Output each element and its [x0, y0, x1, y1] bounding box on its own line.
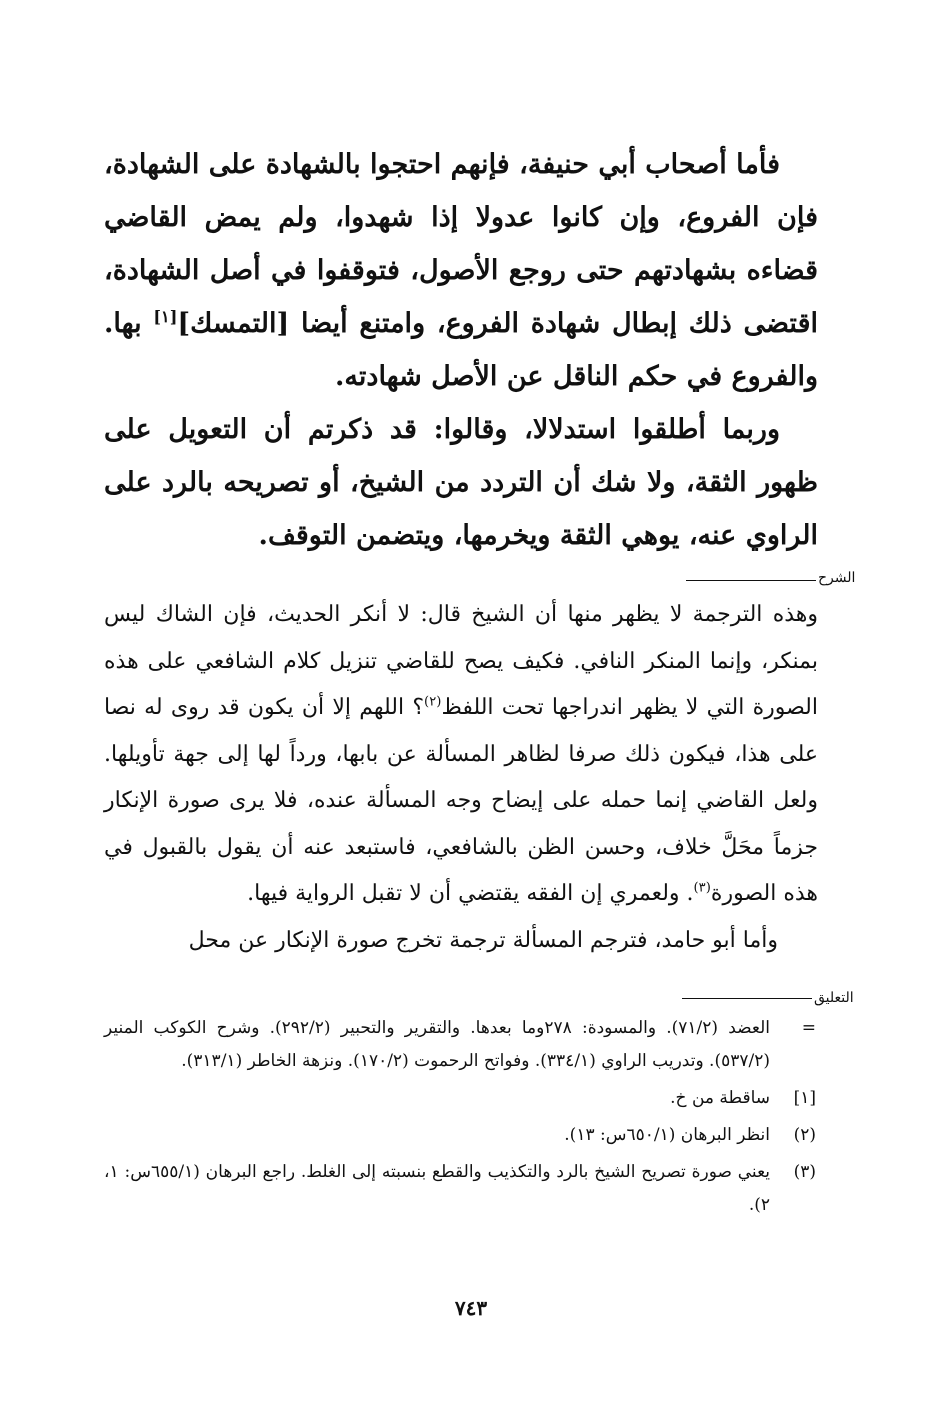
footnote-item — [104, 1119, 816, 1152]
footnote-item — [104, 1012, 816, 1078]
footnote-text: ساقطة من خ. — [670, 1088, 770, 1108]
notes-rule — [682, 998, 812, 999]
footnote-text: العضد (٧١/٢). والمسودة: ٢٧٨وما بعدها. والتقرير والتحبير (٢٩٢/٢). وشرح الكوكب المنير (٥٣٧/٢). وتدريب الراوي (٣٣٤/١). وفواتح الرحموت (١٧٠/٢). ونزهة الخاطر (٣١٣/١). — [104, 1018, 770, 1071]
footnote-marker: (٢) — [793, 1125, 816, 1145]
footnote-ref-2: (٢) — [424, 694, 442, 710]
footnote-text: يعني صورة تصريح الشيخ بالرد والتكذيب والقطع بنسبته إلى الغلط. راجع البرهان (٦٥٥/١س: ١، ٢). — [104, 1162, 770, 1215]
commentary-paragraph-1-text-c: . ولعمري إن الفقه يقتضي أن لا تقبل الرواية فيها. — [247, 881, 694, 906]
main-text — [104, 138, 818, 562]
commentary-text — [104, 592, 818, 964]
footnote-marker: [١] — [793, 1088, 816, 1108]
main-paragraph-1 — [104, 138, 818, 403]
commentary-rule — [686, 580, 816, 581]
footnote-marker: = — [801, 1018, 816, 1038]
footnotes — [104, 1012, 816, 1222]
footnote-marker: (٣) — [793, 1162, 816, 1182]
footnote-item — [104, 1156, 816, 1222]
commentary-paragraph-2: وأما أبو حامد، فترجم المسألة ترجمة تخرج صورة الإنكار عن محل — [188, 927, 778, 953]
footnote-ref-1: [١] — [153, 307, 178, 326]
main-paragraph-1-text-a: فأما أصحاب أبي حنيفة، فإنهم احتجوا بالشهادة على الشهادة، فإن الفروع، وإن كانوا عدولا إذا شهدوا، ولم يمض القاضي قضاءه بشهادتهم حتى روجع الأصول، فتوقفوا في أصل الشهادة، اقتضى ذلك إبطال شهادة الفروع، وامتنع أيضا [التمسك] — [104, 149, 818, 339]
commentary-paragraph-1 — [104, 592, 818, 918]
footnote-item — [104, 1082, 816, 1115]
footnote-text: انظر البرهان (٦٥٠/١س: ١٣). — [564, 1125, 770, 1145]
footnote-ref-3: (٣) — [693, 880, 711, 896]
commentary-paragraph-1-text-a: وهذه الترجمة لا يظهر منها أن الشيخ قال: لا أنكر الحديث، فإن الشاك ليس بمنكر، وإنما المنكر النافي. فكيف يصح للقاضي تنزيل كلام الشافعي على هذه الصورة التي لا يظهر اندراجها تحت اللفظ — [104, 602, 818, 720]
notes-label: التعليق — [814, 990, 854, 1006]
commentary-label: الشرح — [818, 570, 856, 586]
main-paragraph-1-text-b: بها. والفروع في حكم الناقل عن الأصل شهادته. — [104, 308, 818, 392]
main-paragraph-2: وربما أطلقوا استدلالا، وقالوا: قد ذكرتم أن التعويل على ظهور الثقة، ولا شك أن التردد من الشيخ، أو تصريحه بالرد على الراوي عنه، يوهي الثقة ويخرمها، ويتضمن التوقف. — [104, 414, 818, 551]
commentary-paragraph-1-text-b: ؟ اللهم إلا أن يكون قد روى له نصا على هذا، فيكون ذلك صرفا لظاهر المسألة عن بابها، ورداً لها إلى جهة تأويلها. ولعل القاضي إنما حمله على إيضاح وجه المسألة عنده، فلا يرى صورة الإنكار جزماً محَلَّ خلاف، وحسن الظن بالشافعي، فاستبعد عنه أن يقول بالقبول في هذه الصورة — [104, 695, 818, 906]
page-number: ٧٤٣ — [454, 1296, 488, 1320]
